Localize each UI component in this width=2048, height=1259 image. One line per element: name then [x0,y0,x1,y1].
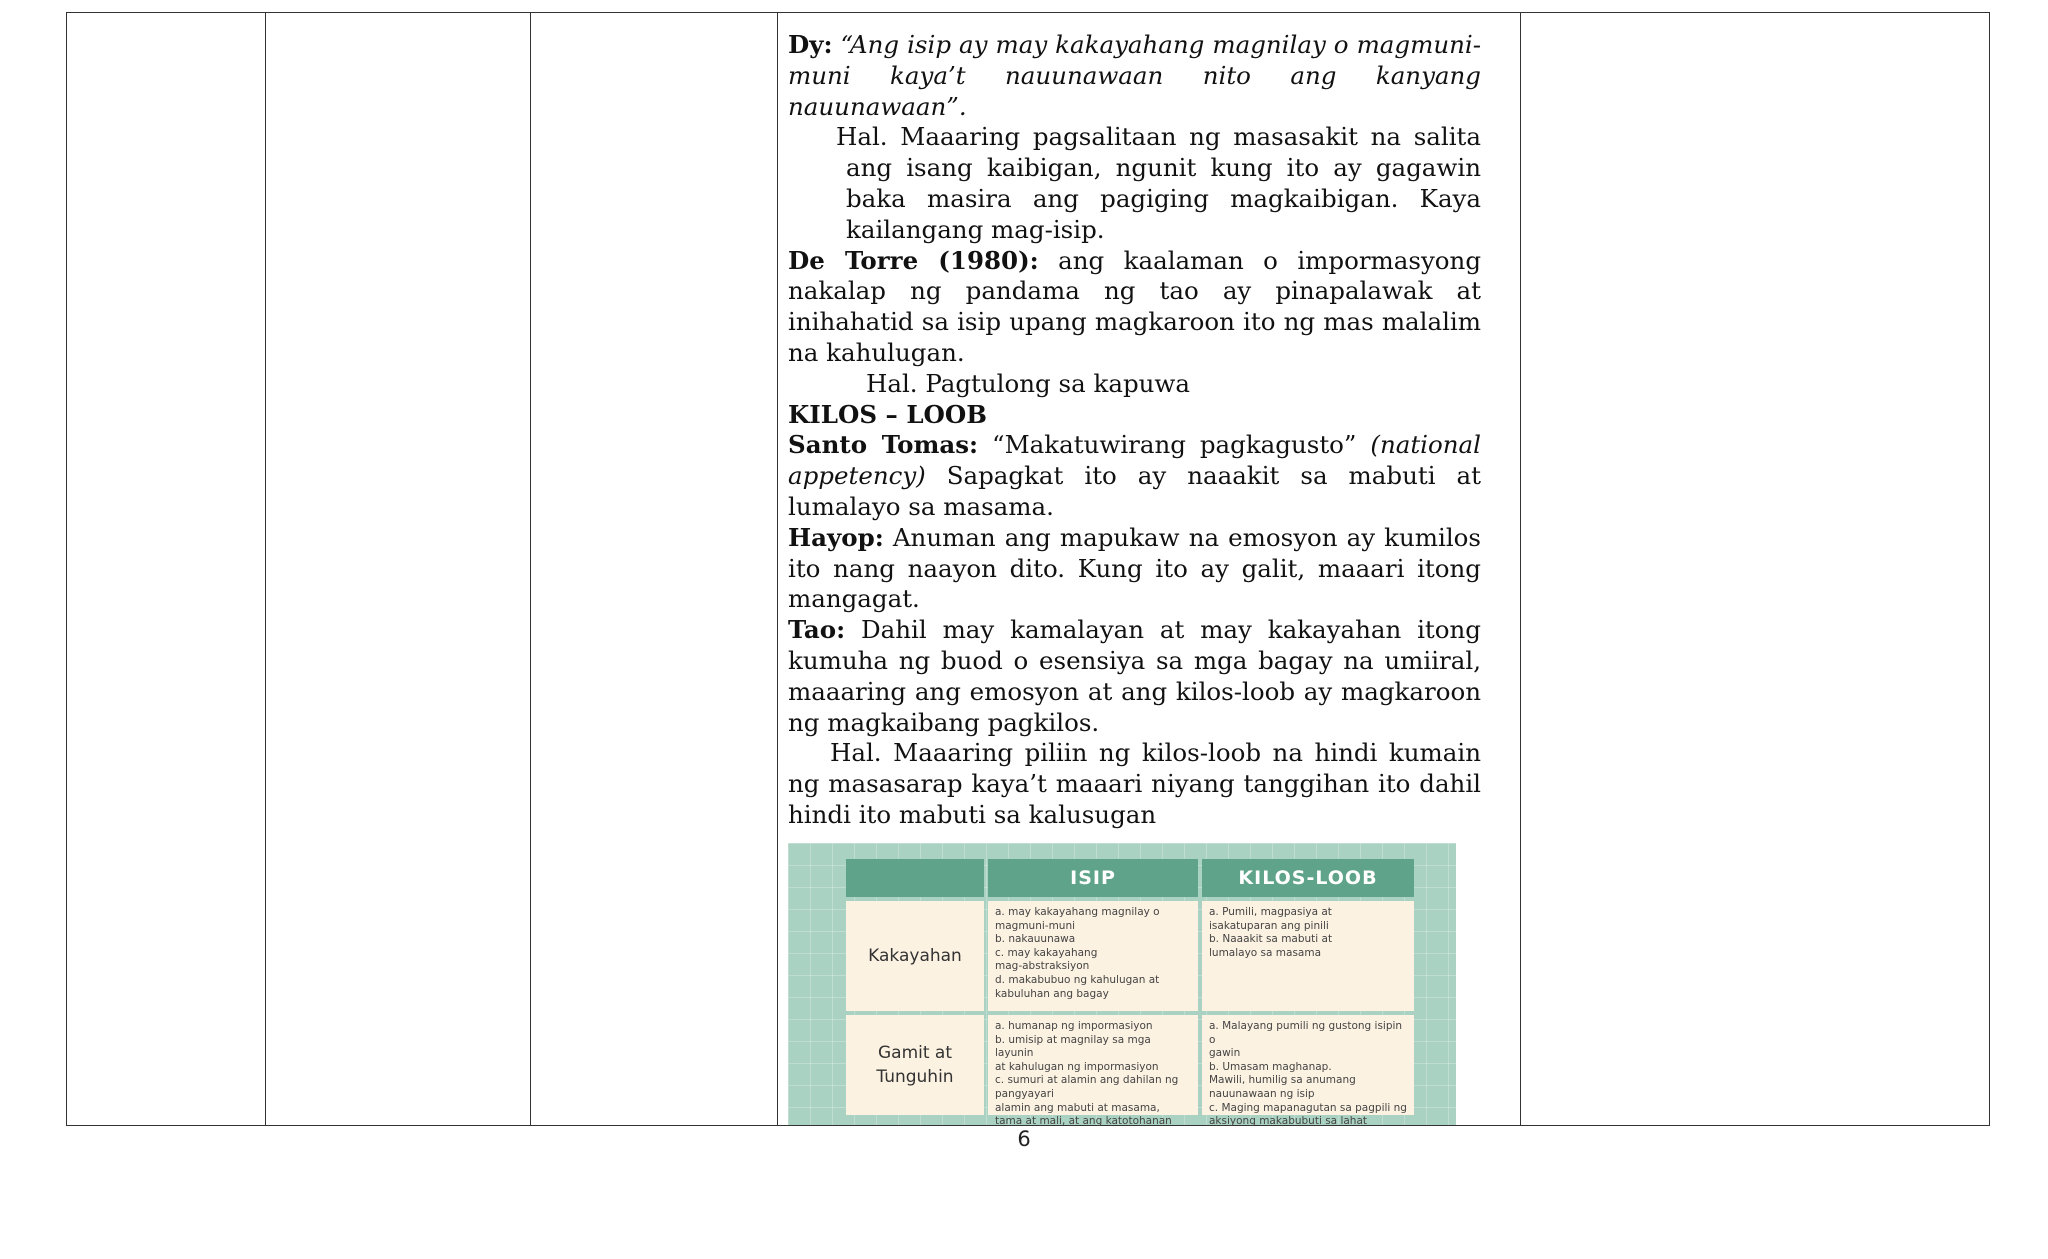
infographic-cell-line: b. Naaakit sa mabuti at [1209,933,1333,946]
column-divider-1 [265,13,266,1125]
lesson-content-cell [788,30,1481,831]
infographic-cell-line: c. Maging mapanagutan sa pagpili ng [1209,1101,1407,1114]
column-divider-2 [530,13,531,1125]
infographic-cell-line: alamin ang mabuti at masama, [995,1101,1160,1114]
detorre-label: De Torre (1980): [788,245,1039,275]
row-label-gamit-line2: Tunguhin [876,1067,954,1087]
dy-paragraph [788,30,1481,122]
cell-kakayahan-isip [988,901,1198,1011]
isip-kilos-loob-infographic [788,843,1456,1128]
page-number: 6 [1017,1127,1031,1151]
infographic-cell-line: magmuni-muni [995,919,1076,932]
tao-text: Dahil may kamalayan at may kakayahan itong kumuha ng buod o esensiya sa mga bagay na umiiral, maaaring ang emosyon at ang kilos-loob ay magkaroon ng magkaibang pagkilos. [788,615,1481,737]
detorre-text: ang kaalaman o impormasyong nakalap ng pandama ng tao ay pinapalawak at inihahatid sa isip upang magkaroon ito ng mas malalim na kahulugan. [788,245,1482,367]
santo-tomas-label: Santo Tomas: [788,430,979,460]
infographic-cell-line: a. may kakayahang magnilay o [995,906,1160,918]
infographic-cell-line: Mawili, humilig sa anumang [1209,1074,1356,1087]
hayop-paragraph [788,523,1481,615]
row-label-gamit-at-tunguhin [846,1015,984,1115]
detorre-example: Hal. Pagtulong sa kapuwa [866,368,1190,398]
santo-tomas-italic: (national appetency) [788,430,1481,491]
santo-tomas-quote: “Makatuwirang pagkagusto” [992,430,1357,460]
dy-example: Hal. Maaaring pagsalitaan ng masasakit na salita ang isang kaibigan, ngunit kung ito ay gagawin baka masira ang pagiging magkaibigan. Kaya kailangang mag-isip. [836,122,1481,244]
infographic-cell-line: a. Pumili, magpasiya at [1209,906,1332,918]
infographic-cell-line: b. nakauunawa [995,933,1076,946]
infographic-cell-line: pangyayari [995,1087,1054,1100]
infographic-header-blank [846,859,984,897]
row-label-kakayahan: Kakayahan [846,901,984,1011]
detorre-paragraph [788,246,1481,369]
infographic-cell-line: tama at mali, at ang katotohanan [995,1115,1172,1128]
hayop-label: Hayop: [788,522,884,552]
santo-tomas-text: Sapagkat ito ay naaakit sa mabuti at lumalayo sa masama. [788,461,1481,521]
infographic-cell-line: c. sumuri at alamin ang dahilan ng [995,1074,1179,1087]
infographic-header-isip: ISIP [988,859,1198,897]
tao-label: Tao: [788,615,846,645]
row-label-gamit-line1: Gamit at [877,1043,953,1063]
kilos-loob-heading: KILOS – LOOB [788,399,987,429]
infographic-cell-line: kabuluhan ang bagay [995,987,1109,1000]
column-divider-4 [1520,13,1521,1125]
column-divider-3 [777,13,778,1125]
infographic-cell-line: at kahulugan ng impormasiyon [995,1060,1159,1073]
infographic-header-kilos-loob: KILOS-LOOB [1202,859,1414,897]
infographic-cell-line: mag-abstraksiyon [995,960,1090,973]
cell-gamit-isip [988,1015,1198,1128]
infographic-cell-line: a. humanap ng impormasiyon [995,1020,1153,1032]
infographic-cell-line: d. makabubuo ng kahulugan at [995,973,1160,986]
infographic-cell-line: aksiyong makabubuti sa lahat [1209,1115,1368,1128]
infographic-cell-line: a. Malayang pumili ng gustong isipin o [1209,1020,1403,1046]
tao-paragraph [788,615,1481,738]
infographic-cell-line: nauunawaan ng isip [1209,1087,1315,1100]
cell-kakayahan-kilos-loob [1202,901,1414,1011]
infographic-cell-line: lumalayo sa masama [1209,946,1322,959]
tao-example: Hal. Maaaring piliin ng kilos-loob na hindi kumain ng masasarap kaya’t maaari niyang tanggihan ito dahil hindi ito mabuti sa kalusugan [788,738,1481,829]
infographic-cell-line: c. may kakayahang [995,946,1098,959]
infographic-cell-line: b. Umasam maghanap. [1209,1060,1332,1073]
infographic-cell-line: b. umisip at magnilay sa mga layunin [995,1033,1151,1060]
dy-quote: “Ang isip ay may kakayahang magnilay o magmuni-muni kaya’t nauunawaan nito ang kanyang nauunawaan”. [788,30,1481,121]
infographic-cell-line: isakatuparan ang pinili [1209,919,1329,932]
cell-gamit-kilos-loob [1202,1015,1414,1128]
dy-label: Dy: [788,30,833,59]
santo-tomas-paragraph [788,430,1481,522]
infographic-cell-line: gawin [1209,1047,1241,1060]
hayop-text: Anuman ang mapukaw na emosyon ay kumilos ito nang naayon dito. Kung ito ay galit, maaari itong mangagat. [788,522,1481,614]
